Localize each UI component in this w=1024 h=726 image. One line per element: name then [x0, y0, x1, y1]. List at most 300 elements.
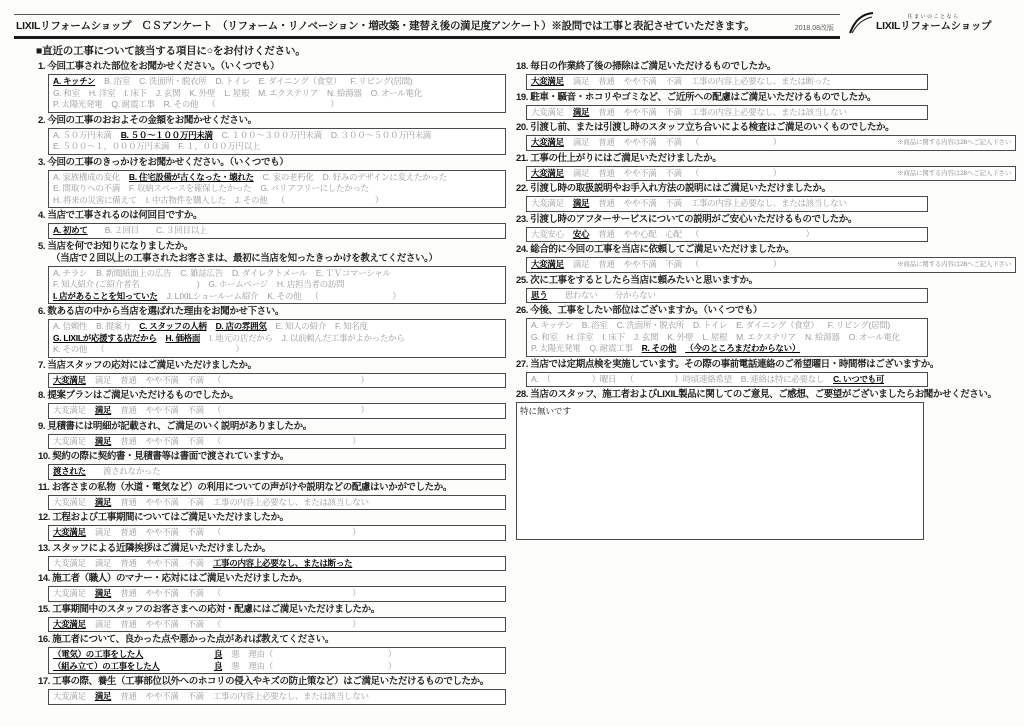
options-box: [526, 227, 928, 243]
option[interactable]: 不満: [665, 106, 682, 117]
instruction-text: ■直近の工事について該当する項目に○をお付けください。: [36, 45, 306, 57]
options-row: [53, 99, 501, 111]
free-text-area[interactable]: [516, 402, 924, 540]
option[interactable]: 普通: [120, 374, 137, 385]
options-box: [48, 617, 506, 633]
option[interactable]: やや不満: [145, 691, 179, 701]
option[interactable]: K. その他: [267, 290, 302, 301]
option[interactable]: Q. 耐震工事: [589, 343, 633, 353]
question-title: 7. 当店スタッフの応対にはご満足いただけましたか。: [38, 359, 257, 371]
option[interactable]: R. その他: [163, 99, 199, 109]
options-row: [53, 333, 501, 345]
question-title: 21. 工事の仕上がりにはご満足いただけましたか。: [516, 152, 722, 164]
option[interactable]: F. 知名度: [335, 321, 368, 331]
option[interactable]: E. ダイニング（食堂）: [736, 320, 819, 330]
option-selected[interactable]: A. 初めて: [53, 225, 88, 235]
option[interactable]: P. 太陽光発電: [531, 343, 581, 353]
question-title: 14. 施工者（職人）のマナー・応対にはご満足いただけましたか。: [38, 573, 308, 584]
question-title: 26. 今後、工事をしたい部位はございますか。（いくつでも）: [516, 305, 763, 316]
option[interactable]: C. 家の老朽化: [262, 171, 314, 182]
option[interactable]: やや不満: [623, 76, 657, 86]
options-row: [531, 76, 923, 88]
option-selected[interactable]: H. 価格面: [165, 332, 201, 343]
question-title: 5. 当店を何でお知りになりましたか。: [38, 240, 193, 252]
option[interactable]: やや不満: [145, 374, 179, 385]
option[interactable]: 不満: [665, 137, 682, 147]
option[interactable]: （ ）: [310, 290, 401, 301]
option[interactable]: 大変満足: [53, 691, 86, 701]
option[interactable]: （ ）: [212, 405, 369, 415]
options-box: [48, 495, 506, 511]
option[interactable]: A. （ ）曜日: [531, 373, 617, 384]
option[interactable]: 普通: [120, 618, 137, 629]
options-box: [526, 288, 928, 304]
option[interactable]: （ ）: [276, 194, 384, 205]
options-row: [53, 527, 501, 539]
options-row: [531, 168, 1011, 180]
logo-brand-name: LIXILリフォームショップ: [876, 19, 992, 32]
option-selected[interactable]: （今のところまだわからない）: [685, 343, 801, 353]
option[interactable]: E. ダイニング（食堂）: [258, 76, 342, 86]
option[interactable]: 普通: [120, 527, 137, 537]
option[interactable]: 工事の内容上必要なし、または該当しない: [212, 496, 369, 507]
option-selected[interactable]: 大変満足: [53, 374, 86, 385]
options-box: [48, 586, 506, 602]
options-row: [53, 88, 501, 100]
option[interactable]: 不満: [665, 167, 682, 178]
option[interactable]: 満足: [94, 374, 112, 385]
option-selected[interactable]: C. スタッフの人柄: [139, 321, 207, 331]
option[interactable]: 普通: [120, 405, 137, 415]
option-selected[interactable]: 大変満足: [531, 137, 564, 147]
options-box: [48, 403, 506, 419]
option[interactable]: B. 提案力: [96, 321, 131, 331]
options-box: [48, 647, 506, 674]
option[interactable]: B. 新聞紙面上の広告: [96, 267, 172, 278]
options-row: [531, 107, 923, 119]
option[interactable]: やや不満: [145, 496, 179, 507]
question-25: [516, 275, 1016, 304]
option[interactable]: （ ）: [212, 374, 369, 385]
option[interactable]: やや不満: [623, 167, 657, 178]
question-title: 9. 見積書には明細が記載され、ご満足のいく説明がありましたか。: [38, 420, 312, 432]
option-selected[interactable]: 満足: [94, 405, 112, 415]
reference-note: ※商品に関する内容は28へご記入下さい: [897, 261, 1011, 268]
option[interactable]: 満足: [94, 527, 112, 537]
option[interactable]: （ ）: [207, 99, 339, 109]
option[interactable]: 思わない: [556, 289, 598, 300]
option[interactable]: （ ）: [690, 167, 782, 178]
question-title: 27. 当店では定期点検を実施しています。その際の事前電話連絡のご希望曜日・時間帯はございますか。: [516, 358, 939, 370]
option[interactable]: 工事の内容上必要なし、または該当しない: [690, 106, 847, 117]
option[interactable]: （ ）: [690, 259, 782, 269]
options-row: [531, 259, 1011, 271]
option[interactable]: 不満: [665, 259, 682, 269]
option[interactable]: O. オール電化: [848, 331, 900, 342]
option[interactable]: J. 以前頼んだ工事がよかったから: [281, 332, 405, 343]
option[interactable]: 普通: [120, 691, 137, 701]
option[interactable]: M. エクステリア: [258, 87, 319, 98]
option-selected[interactable]: 大変満足: [53, 527, 86, 537]
option[interactable]: （ ）: [690, 137, 782, 147]
option[interactable]: 不満: [187, 496, 204, 507]
option[interactable]: 悪: [231, 649, 240, 659]
options-row: [53, 291, 501, 303]
question-title: 12. 工程および工事期間についてはご満足いただけましたか。: [38, 512, 289, 523]
option[interactable]: やや不満: [145, 405, 179, 415]
option[interactable]: I. 床下: [602, 331, 625, 342]
option[interactable]: D. トイレ: [215, 76, 250, 86]
option-selected[interactable]: 大変満足: [53, 618, 86, 629]
option[interactable]: E. ＴＶコマーシャル: [315, 267, 391, 278]
option-selected[interactable]: 良: [214, 649, 223, 659]
option[interactable]: Q. 耐震工事: [111, 99, 155, 109]
option[interactable]: J. その他: [234, 194, 268, 205]
question-title: 6. 数ある店の中から当店を選ばれた理由をお聞かせ下さい。: [38, 306, 284, 317]
options-row: [53, 405, 501, 417]
question-1: [38, 61, 506, 113]
option[interactable]: F. リビング(居間): [350, 76, 413, 86]
options-row: [53, 649, 501, 661]
options-row: [53, 225, 501, 237]
option-selected[interactable]: 満足: [94, 496, 112, 507]
revision-label: 2018.08改版: [794, 25, 834, 32]
option[interactable]: D. ３００～５００万円未満: [330, 129, 432, 140]
option[interactable]: J. 玄関: [155, 87, 181, 98]
options-box: [48, 74, 506, 113]
question-title: 17. 工事の際、養生（工事部位以外へのホコリの侵入やキズの防止策など）はご満足いただけるものでしたか。: [38, 676, 489, 687]
option[interactable]: J. 玄関: [633, 331, 659, 342]
option[interactable]: H. 将来の災害に備えて: [53, 194, 137, 205]
option[interactable]: 大変満足: [53, 588, 86, 598]
option[interactable]: 不満: [187, 374, 204, 385]
option[interactable]: 普通: [598, 259, 615, 269]
option[interactable]: O. オール電化: [370, 87, 422, 98]
option[interactable]: 不満: [187, 618, 204, 629]
option[interactable]: 不満: [187, 588, 204, 598]
options-box: [48, 128, 506, 155]
option[interactable]: 満足: [94, 557, 112, 568]
options-box: [526, 105, 928, 121]
option[interactable]: 不満: [187, 557, 204, 568]
question-12: [38, 512, 506, 541]
option[interactable]: A. 家族構成の変化: [53, 171, 120, 182]
option[interactable]: D. 好みのデザインに変えたかった: [322, 171, 447, 182]
option[interactable]: やや不満: [145, 527, 179, 537]
option[interactable]: 悪: [231, 660, 240, 671]
options-box: [526, 166, 1016, 182]
option[interactable]: 工事の内容上必要なし、または断った: [690, 76, 831, 86]
option[interactable]: やや不満: [623, 106, 657, 117]
option[interactable]: 普通: [598, 76, 615, 86]
question-7: [38, 360, 506, 389]
option[interactable]: 満足: [572, 167, 590, 178]
option-selected[interactable]: 思う: [531, 289, 548, 300]
option[interactable]: （ ）: [212, 435, 361, 446]
option[interactable]: F. 収納スペースを確保したかった: [128, 183, 252, 193]
question-10: [38, 451, 506, 480]
option-selected[interactable]: 大変満足: [531, 76, 564, 86]
options-box: [48, 689, 506, 705]
swoosh-icon: [848, 12, 874, 34]
option[interactable]: 普通: [120, 435, 137, 446]
question-title: 11. お客さまの私物（水道・電気など）の利用についての声がけや説明などの配慮はいかがでしたか。: [38, 481, 452, 493]
option[interactable]: 大変満足: [531, 106, 564, 117]
question-28: [516, 389, 1016, 540]
option[interactable]: H. 洋室: [566, 331, 594, 342]
options-box: [526, 196, 928, 212]
option[interactable]: 大変満足: [531, 198, 564, 208]
option[interactable]: 大変満足: [53, 435, 86, 446]
option[interactable]: 普通: [120, 557, 137, 568]
option[interactable]: やや不満: [145, 588, 179, 598]
option[interactable]: 分からない: [606, 289, 656, 300]
option[interactable]: C. 洗面所・脱衣所: [616, 320, 684, 330]
option-selected[interactable]: 良: [214, 660, 223, 671]
option[interactable]: やや不満: [145, 557, 179, 568]
question-24: [516, 244, 1016, 273]
options-box: [48, 373, 506, 389]
option[interactable]: L. 屋根: [224, 87, 250, 98]
page-header: [14, 10, 1016, 39]
option[interactable]: C. 雑誌広告: [180, 267, 223, 278]
question-15: [38, 604, 506, 633]
option[interactable]: D. ダイレクトメール: [231, 267, 307, 278]
option[interactable]: 不満: [187, 691, 204, 701]
option[interactable]: M. エクステリア: [736, 331, 797, 342]
option[interactable]: A. キッチン: [531, 320, 573, 330]
option[interactable]: やや不満: [145, 618, 179, 629]
options-box: [48, 223, 506, 239]
option-selected[interactable]: 満足: [94, 435, 112, 446]
question-22: [516, 183, 1016, 212]
question-title: 13. スタッフによる近隣挨拶はご満足いただけましたか。: [38, 542, 271, 554]
option[interactable]: 不満: [187, 405, 204, 415]
option[interactable]: やや不満: [623, 259, 657, 269]
question-title: 3. 今回の工事のきっかけをお聞かせください。（いくつでも）: [38, 156, 289, 168]
option-selected[interactable]: 満足: [94, 588, 112, 598]
option[interactable]: P. 太陽光発電: [53, 99, 103, 109]
option-selected[interactable]: 満足: [94, 691, 112, 701]
options-box: [526, 372, 928, 388]
option[interactable]: B. ２回目: [96, 225, 139, 235]
option[interactable]: A. ５０万円未満: [53, 129, 112, 140]
options-row: [53, 141, 501, 153]
option[interactable]: 普通: [598, 137, 615, 147]
option[interactable]: E. 知人の紹介: [275, 321, 327, 331]
option[interactable]: 工事の内容上必要なし、または該当しない: [690, 198, 847, 208]
option-selected[interactable]: （電気）の工事をした人: [53, 649, 144, 659]
question-8: [38, 390, 506, 419]
option-selected[interactable]: 渡された: [53, 466, 86, 476]
options-box: [526, 74, 928, 90]
question-19: [516, 92, 1016, 121]
options-row: [53, 619, 501, 631]
question-18: [516, 61, 1016, 90]
option[interactable]: 不満: [187, 435, 204, 446]
option[interactable]: 工事の内容上必要なし、または該当しない: [212, 691, 369, 701]
options-row: [53, 321, 501, 333]
option[interactable]: 満足: [572, 76, 590, 86]
option-selected[interactable]: 安心: [572, 228, 590, 239]
option[interactable]: 理由（ ）: [248, 660, 397, 671]
option[interactable]: （ ）: [212, 588, 361, 598]
options-row: [53, 268, 501, 280]
option[interactable]: やや不満: [145, 435, 179, 446]
question-title: 4. 当店で工事されるのは何回目ですか。: [38, 210, 203, 221]
question-title: 16. 施工者について、良かった点や悪かった点があれば教えてください。: [38, 634, 334, 645]
options-box: [48, 525, 506, 541]
option[interactable]: G. ホームページ: [208, 279, 268, 289]
option-selected[interactable]: B. 住宅設備が古くなった・壊れた: [128, 171, 254, 182]
option-selected[interactable]: B. ５０～１００万円未満: [120, 129, 213, 140]
question-2: [38, 115, 506, 155]
option-selected[interactable]: I. 店があることを知っていた: [53, 290, 158, 301]
option[interactable]: N. 給湯器: [805, 331, 840, 342]
options-row: [53, 76, 501, 88]
option[interactable]: J. LIXILショールーム紹介: [166, 290, 259, 301]
question-23: [516, 214, 1016, 243]
option[interactable]: 普通: [120, 496, 137, 507]
option-selected[interactable]: D. 店の雰囲気: [215, 321, 267, 331]
question-title: 28. 当店のスタッフ、施工者およびLIXIL製品に関してのご意見、ご感想、ご要望がございましたらお聞かせください。: [516, 389, 997, 400]
question-27: [516, 359, 1016, 388]
option[interactable]: D. トイレ: [692, 320, 728, 330]
question-title: 10. 契約の際に契約書・見積書等は書面で渡されていますか。: [38, 451, 289, 462]
option[interactable]: E. 間取りへの不満: [53, 183, 120, 193]
option[interactable]: 大変安心: [531, 228, 564, 239]
question-title: 2. 今回の工事のおおよその金額をお聞かせください。: [38, 114, 257, 126]
option[interactable]: 満足: [572, 259, 590, 269]
option-selected[interactable]: 満足: [572, 198, 590, 208]
options-row: [53, 195, 501, 207]
option[interactable]: L. 屋根: [702, 331, 728, 342]
option[interactable]: I. 床下: [124, 87, 147, 98]
question-11: [38, 482, 506, 511]
logo-text: [876, 15, 991, 32]
reference-note: ※商品に関する内容は28へご記入下さい: [897, 169, 1011, 177]
option[interactable]: G. 和室: [531, 331, 558, 342]
options-box: [48, 434, 506, 450]
options-box: [48, 556, 506, 572]
option[interactable]: I. 地元の店だから: [209, 332, 273, 343]
option[interactable]: F. リビング(居間): [827, 320, 890, 330]
option-selected[interactable]: 大変満足: [531, 167, 564, 178]
option-selected[interactable]: G. LIXILが応援する店だから: [53, 332, 157, 343]
option[interactable]: K. 外壁: [189, 87, 216, 98]
option[interactable]: 大変満足: [53, 405, 86, 415]
option[interactable]: 不満: [665, 76, 682, 86]
option[interactable]: やや心配: [623, 228, 657, 239]
option[interactable]: B. 浴室: [104, 76, 131, 86]
question-26: [516, 305, 1016, 357]
option[interactable]: （ ）時頃連絡希望: [625, 373, 732, 384]
option[interactable]: A. 信頼性: [53, 321, 88, 331]
option-selected[interactable]: A. キッチン: [53, 76, 96, 86]
option[interactable]: （ ）: [212, 527, 361, 537]
option[interactable]: I. 中古物件を購入した: [145, 194, 226, 205]
option[interactable]: （ ）: [690, 228, 814, 239]
option[interactable]: 大変満足: [53, 496, 86, 507]
option[interactable]: 不満: [665, 198, 682, 208]
option-selected[interactable]: C. いつでも可: [833, 373, 885, 384]
option[interactable]: 渡されなかった: [94, 466, 161, 476]
logo-tagline: 住まいのことなら: [907, 13, 960, 20]
option[interactable]: 普通: [120, 588, 137, 598]
options-row: [531, 229, 923, 241]
option[interactable]: G. バリアフリーにしたかった: [260, 183, 369, 193]
question-17: [38, 676, 506, 705]
option-selected[interactable]: 満足: [572, 106, 590, 117]
question-title: 20. 引渡し前、または引渡し時のスタッフ立ち合いによる検査はご満足のいくものでしたか。: [516, 122, 895, 133]
options-row: [53, 130, 501, 142]
options-row: [53, 279, 501, 291]
options-row: [53, 661, 501, 673]
option[interactable]: K. 外壁: [667, 331, 694, 342]
option[interactable]: （ ）: [212, 618, 361, 629]
option[interactable]: 不満: [187, 527, 204, 537]
option[interactable]: 普通: [598, 228, 615, 239]
option-selected[interactable]: 大変満足: [531, 259, 564, 269]
option[interactable]: 大変満足: [53, 557, 86, 568]
option[interactable]: E. ５００～１，０００万円未満: [53, 141, 170, 151]
header-bar: [14, 14, 840, 39]
option[interactable]: 普通: [598, 167, 615, 178]
options-row: [531, 320, 923, 332]
option[interactable]: C. ３回目以上: [147, 225, 208, 235]
option[interactable]: やや不満: [623, 137, 657, 147]
option-selected[interactable]: （組み立て）の工事をした人: [53, 660, 160, 671]
option-selected[interactable]: 工事の内容上必要なし、または断った: [212, 557, 353, 568]
question-title: 8. 提案プランはご満足いただけるものでしたか。: [38, 390, 239, 401]
option[interactable]: やや不満: [623, 198, 657, 208]
option[interactable]: 理由（ ）: [248, 649, 397, 659]
option[interactable]: （ ）: [96, 344, 244, 354]
option[interactable]: 満足: [572, 137, 590, 147]
option[interactable]: 普通: [598, 106, 615, 117]
options-row: [531, 290, 923, 302]
question-14: [38, 573, 506, 602]
option[interactable]: N. 給湯器: [327, 87, 362, 98]
question-6: [38, 306, 506, 358]
question-title: 22. 引渡し時の取扱説明やお手入れ方法の説明にはご満足いただけましたか。: [516, 183, 831, 194]
option[interactable]: H. 洋室: [88, 87, 116, 98]
options-row: [53, 691, 501, 703]
option[interactable]: A. チラシ: [53, 267, 88, 278]
option[interactable]: C. １００～３００万円未満: [221, 129, 322, 140]
options-row: [53, 375, 501, 387]
option[interactable]: F. 知人紹介 (ご紹介者名 ): [53, 279, 200, 289]
option[interactable]: H. 店担当者の訪問: [276, 279, 345, 289]
option-selected[interactable]: R. その他: [641, 343, 677, 353]
option[interactable]: B. 連絡は特に必要なし: [740, 373, 825, 384]
option[interactable]: 満足: [94, 618, 112, 629]
question-title: 1. 今回工事された部位をお聞かせください。（いくつでも）: [38, 61, 280, 72]
reference-note: ※商品に関する内容は28へご記入下さい: [897, 139, 1011, 146]
option[interactable]: B. 浴室: [581, 320, 608, 330]
option[interactable]: F. １，０００万円以上: [178, 141, 260, 151]
option[interactable]: 心配: [665, 228, 682, 239]
option[interactable]: K. その他: [53, 344, 88, 354]
options-row: [531, 332, 923, 344]
option[interactable]: 普通: [598, 198, 615, 208]
options-row: [531, 198, 923, 210]
option[interactable]: C. 洗面所・脱衣所: [139, 76, 207, 86]
option[interactable]: G. 和室: [53, 87, 80, 98]
right-column: [516, 61, 1016, 707]
options-box: [48, 319, 506, 358]
question-13: [38, 543, 506, 572]
